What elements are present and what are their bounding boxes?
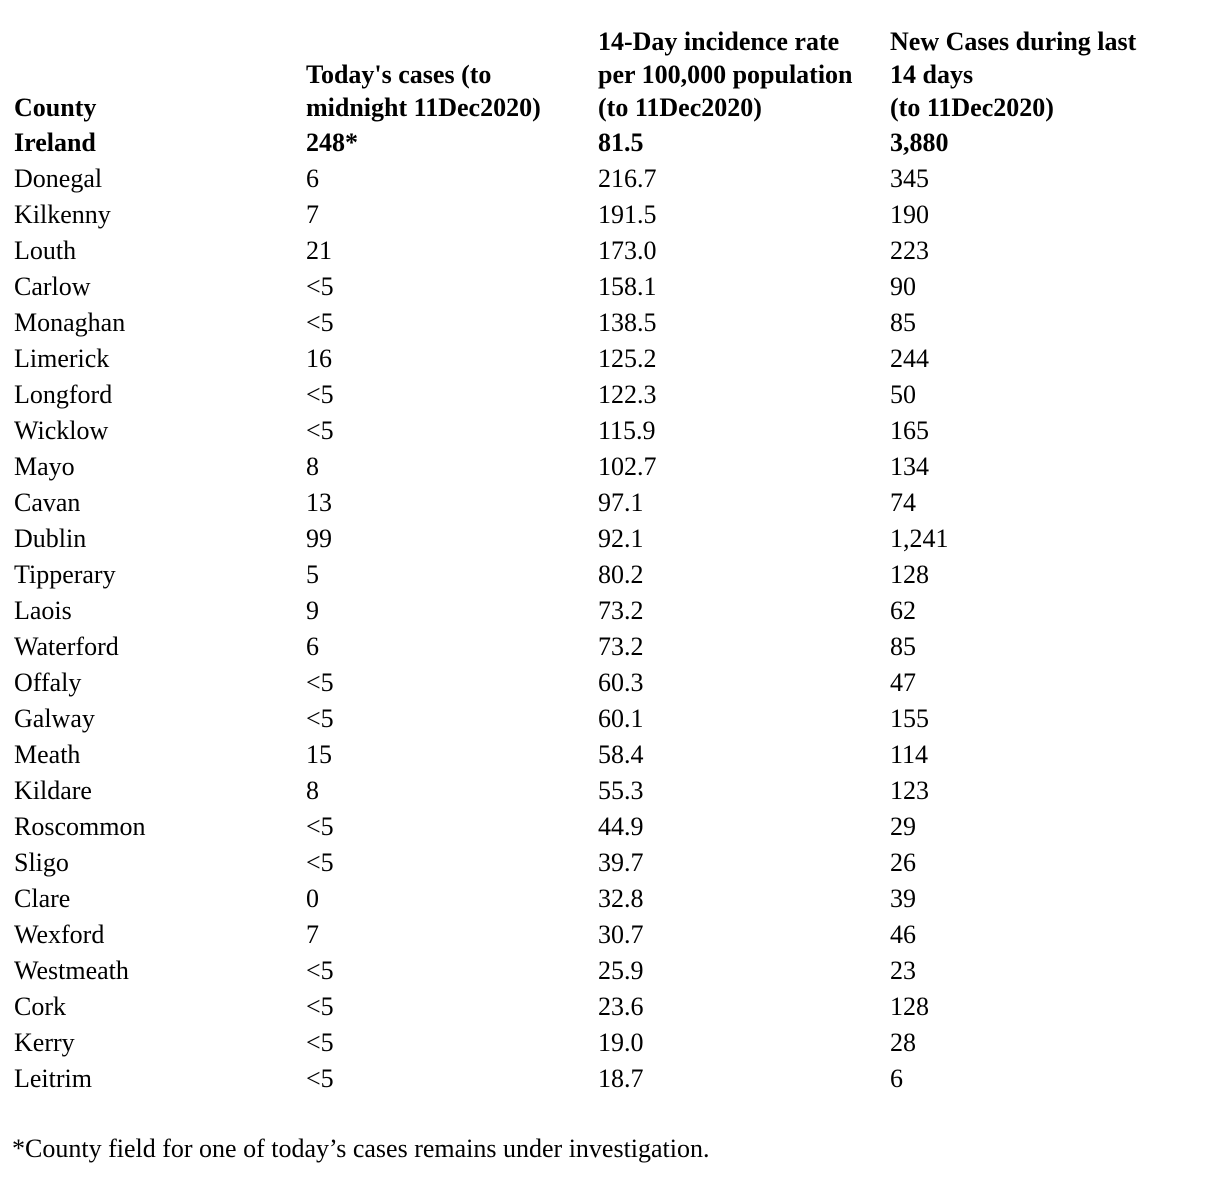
cell-county: Longford	[14, 380, 113, 409]
header-line: New Cases during last	[890, 27, 1137, 56]
cell-incidence-rate: 19.0	[598, 1028, 644, 1057]
cell-todays-cases: 6	[306, 632, 319, 661]
table-row	[14, 629, 1190, 665]
table-row	[14, 881, 1190, 917]
table-row	[14, 1061, 1190, 1097]
header-new-cases	[890, 24, 1190, 125]
cell-new-cases: 123	[890, 776, 929, 805]
table-row	[14, 917, 1190, 953]
cell-new-cases: 28	[890, 1028, 916, 1057]
cell-incidence-rate: 73.2	[598, 596, 644, 625]
table-row	[14, 197, 1190, 233]
cell-new-cases: 29	[890, 812, 916, 841]
table-row	[14, 665, 1190, 701]
cell-county: Leitrim	[14, 1064, 92, 1093]
cell-new-cases: 155	[890, 704, 929, 733]
cell-new-cases: 134	[890, 452, 929, 481]
header-todays-cases	[306, 24, 598, 125]
header-line: 14 days	[890, 60, 974, 89]
cell-incidence-rate: 191.5	[598, 200, 657, 229]
cell-new-cases: 244	[890, 344, 929, 373]
header-line: midnight 11Dec2020)	[306, 93, 541, 122]
cell-county: Cavan	[14, 488, 81, 517]
cell-new-cases: 128	[890, 560, 929, 589]
cell-todays-cases: 248*	[306, 128, 358, 157]
cell-incidence-rate: 73.2	[598, 632, 644, 661]
cell-county: Ireland	[14, 128, 96, 157]
table-row	[14, 845, 1190, 881]
cell-todays-cases: <5	[306, 272, 334, 301]
cell-todays-cases: 8	[306, 452, 319, 481]
table-row	[14, 521, 1190, 557]
cell-incidence-rate: 55.3	[598, 776, 644, 805]
cell-new-cases: 128	[890, 992, 929, 1021]
cell-county: Clare	[14, 884, 71, 913]
cell-todays-cases: <5	[306, 704, 334, 733]
cell-todays-cases: 6	[306, 164, 319, 193]
table-row	[14, 593, 1190, 629]
table-row	[14, 701, 1190, 737]
cell-county: Cork	[14, 992, 66, 1021]
cell-incidence-rate: 122.3	[598, 380, 657, 409]
cell-incidence-rate: 115.9	[598, 416, 656, 445]
cell-county: Sligo	[14, 848, 69, 877]
cell-todays-cases: <5	[306, 1064, 334, 1093]
cell-incidence-rate: 97.1	[598, 488, 644, 517]
header-line: per 100,000 population	[598, 60, 853, 89]
cell-new-cases: 85	[890, 308, 916, 337]
cell-new-cases: 47	[890, 668, 916, 697]
cell-incidence-rate: 102.7	[598, 452, 657, 481]
cell-county: Galway	[14, 704, 95, 733]
cell-new-cases: 114	[890, 740, 929, 769]
table-row	[14, 485, 1190, 521]
cell-new-cases: 223	[890, 236, 929, 265]
cell-county: Kildare	[14, 776, 92, 805]
cell-new-cases: 190	[890, 200, 929, 229]
cell-todays-cases: <5	[306, 308, 334, 337]
cell-new-cases: 39	[890, 884, 916, 913]
cell-todays-cases: <5	[306, 668, 334, 697]
cell-incidence-rate: 81.5	[598, 128, 644, 157]
table-row	[14, 161, 1190, 197]
table-row	[14, 233, 1190, 269]
table-row	[14, 305, 1190, 341]
cell-incidence-rate: 80.2	[598, 560, 644, 589]
cell-todays-cases: <5	[306, 812, 334, 841]
cell-new-cases: 1,241	[890, 524, 949, 553]
table-row	[14, 557, 1190, 593]
header-line: (to 11Dec2020)	[598, 93, 762, 122]
cell-incidence-rate: 158.1	[598, 272, 657, 301]
table-row-total	[14, 125, 1190, 161]
cell-county: Westmeath	[14, 956, 129, 985]
cell-incidence-rate: 60.3	[598, 668, 644, 697]
cell-county: Laois	[14, 596, 72, 625]
table-row	[14, 953, 1190, 989]
cell-todays-cases: 13	[306, 488, 332, 517]
cell-incidence-rate: 44.9	[598, 812, 644, 841]
cell-county: Wicklow	[14, 416, 109, 445]
cell-incidence-rate: 25.9	[598, 956, 644, 985]
cell-new-cases: 50	[890, 380, 916, 409]
header-county	[14, 24, 306, 125]
county-cases-table-wrapper	[14, 24, 1190, 1097]
cell-incidence-rate: 39.7	[598, 848, 644, 877]
table-row	[14, 1025, 1190, 1061]
cell-incidence-rate: 216.7	[598, 164, 657, 193]
cell-incidence-rate: 58.4	[598, 740, 644, 769]
cell-new-cases: 3,880	[890, 128, 949, 157]
cell-incidence-rate: 23.6	[598, 992, 644, 1021]
cell-todays-cases: 15	[306, 740, 332, 769]
county-cases-table	[14, 24, 1190, 1097]
cell-new-cases: 90	[890, 272, 916, 301]
cell-new-cases: 6	[890, 1064, 903, 1093]
cell-new-cases: 23	[890, 956, 916, 985]
cell-incidence-rate: 60.1	[598, 704, 644, 733]
cell-county: Offaly	[14, 668, 82, 697]
header-incidence-rate	[598, 24, 890, 125]
cell-todays-cases: 99	[306, 524, 332, 553]
header-line: 14-Day incidence rate	[598, 27, 840, 56]
table-row	[14, 341, 1190, 377]
cell-new-cases: 85	[890, 632, 916, 661]
cell-county: Waterford	[14, 632, 119, 661]
cell-incidence-rate: 173.0	[598, 236, 657, 265]
cell-county: Tipperary	[14, 560, 116, 589]
cell-todays-cases: 0	[306, 884, 319, 913]
cell-new-cases: 62	[890, 596, 916, 625]
cell-todays-cases: <5	[306, 848, 334, 877]
cell-todays-cases: 7	[306, 920, 319, 949]
table-row	[14, 449, 1190, 485]
cell-county: Kerry	[14, 1028, 75, 1057]
cell-county: Roscommon	[14, 812, 146, 841]
cell-new-cases: 46	[890, 920, 916, 949]
cell-county: Mayo	[14, 452, 75, 481]
cell-county: Carlow	[14, 272, 91, 301]
cell-incidence-rate: 30.7	[598, 920, 644, 949]
cell-todays-cases: <5	[306, 380, 334, 409]
cell-county: Limerick	[14, 344, 110, 373]
cell-todays-cases: <5	[306, 1028, 334, 1057]
cell-todays-cases: <5	[306, 416, 334, 445]
table-row	[14, 377, 1190, 413]
table-row	[14, 809, 1190, 845]
table-body	[14, 125, 1190, 1097]
table-row	[14, 773, 1190, 809]
cell-county: Dublin	[14, 524, 87, 553]
cell-county: Monaghan	[14, 308, 126, 337]
cell-new-cases: 26	[890, 848, 916, 877]
table-row	[14, 989, 1190, 1025]
cell-county: Meath	[14, 740, 81, 769]
cell-todays-cases: 21	[306, 236, 332, 265]
cell-todays-cases: 16	[306, 344, 332, 373]
cell-incidence-rate: 125.2	[598, 344, 657, 373]
cell-todays-cases: <5	[306, 956, 334, 985]
cell-incidence-rate: 138.5	[598, 308, 657, 337]
cell-todays-cases: 7	[306, 200, 319, 229]
table-header-row	[14, 24, 1190, 125]
cell-county: Donegal	[14, 164, 103, 193]
cell-county: Kilkenny	[14, 200, 111, 229]
header-line: Today's cases (to	[306, 60, 492, 89]
table-row	[14, 413, 1190, 449]
header-line: (to 11Dec2020)	[890, 93, 1054, 122]
table-row	[14, 737, 1190, 773]
cell-incidence-rate: 18.7	[598, 1064, 644, 1093]
cell-todays-cases: 9	[306, 596, 319, 625]
cell-new-cases: 74	[890, 488, 916, 517]
cell-incidence-rate: 92.1	[598, 524, 644, 553]
footnote: *County field for one of today’s cases remains under investigation.	[12, 1134, 710, 1163]
table-row	[14, 269, 1190, 305]
cell-todays-cases: 5	[306, 560, 319, 589]
cell-county: Louth	[14, 236, 77, 265]
header-line: County	[14, 93, 97, 122]
cell-new-cases: 345	[890, 164, 929, 193]
cell-county: Wexford	[14, 920, 105, 949]
cell-incidence-rate: 32.8	[598, 884, 644, 913]
cell-todays-cases: 8	[306, 776, 319, 805]
cell-new-cases: 165	[890, 416, 929, 445]
cell-todays-cases: <5	[306, 992, 334, 1021]
